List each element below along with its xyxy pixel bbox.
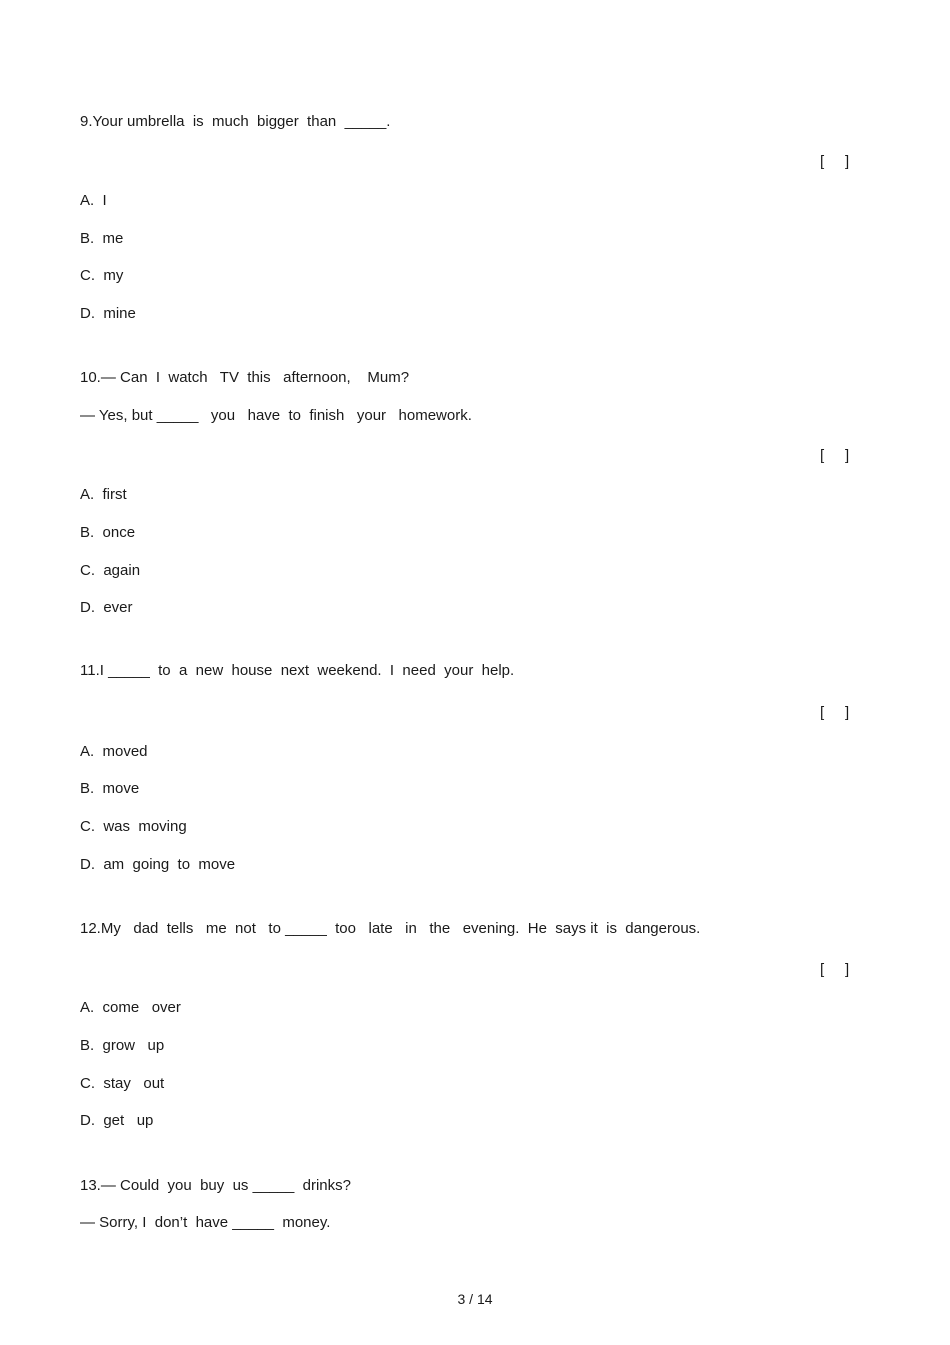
- answer-bracket-9: [ ]: [820, 153, 850, 170]
- option-d-12: D. get up: [80, 1112, 154, 1129]
- question-13-reply: — Sorry, I don’t have _____ money.: [80, 1214, 331, 1231]
- option-d-10: D. ever: [80, 599, 133, 616]
- option-b-11: B. move: [80, 780, 140, 797]
- option-a-10: A. first: [80, 486, 127, 503]
- option-b-10: B. once: [80, 524, 136, 541]
- option-c-11: C. was moving: [80, 818, 187, 835]
- question-11-stem: 11.I _____ to a new house next weekend. I need your help.: [80, 662, 515, 679]
- question-9-stem: 9.Your umbrella is much bigger than _____.: [80, 113, 391, 130]
- option-a-12: A. come over: [80, 999, 181, 1016]
- option-c-9: C. my: [80, 267, 124, 284]
- question-12-stem: 12.My dad tells me not to _____ too late in the evening. He says it is dangerous.: [80, 920, 701, 937]
- answer-bracket-12: [ ]: [820, 961, 850, 978]
- option-d-9: D. mine: [80, 305, 136, 322]
- option-c-12: C. stay out: [80, 1075, 165, 1092]
- page-number: 3 / 14: [457, 1291, 493, 1307]
- answer-bracket-10: [ ]: [820, 447, 850, 464]
- question-10-stem: 10.— Can I watch TV this afternoon, Mum?: [80, 369, 410, 386]
- question-13-stem: 13.— Could you buy us _____ drinks?: [80, 1177, 351, 1194]
- option-b-12: B. grow up: [80, 1037, 165, 1054]
- answer-bracket-11: [ ]: [820, 704, 850, 721]
- option-b-9: B. me: [80, 230, 124, 247]
- option-c-10: C. again: [80, 562, 141, 579]
- option-a-9: A. I: [80, 192, 107, 209]
- option-a-11: A. moved: [80, 743, 148, 760]
- question-10-reply: — Yes, but _____ you have to finish your homework.: [80, 407, 472, 424]
- option-d-11: D. am going to move: [80, 856, 236, 873]
